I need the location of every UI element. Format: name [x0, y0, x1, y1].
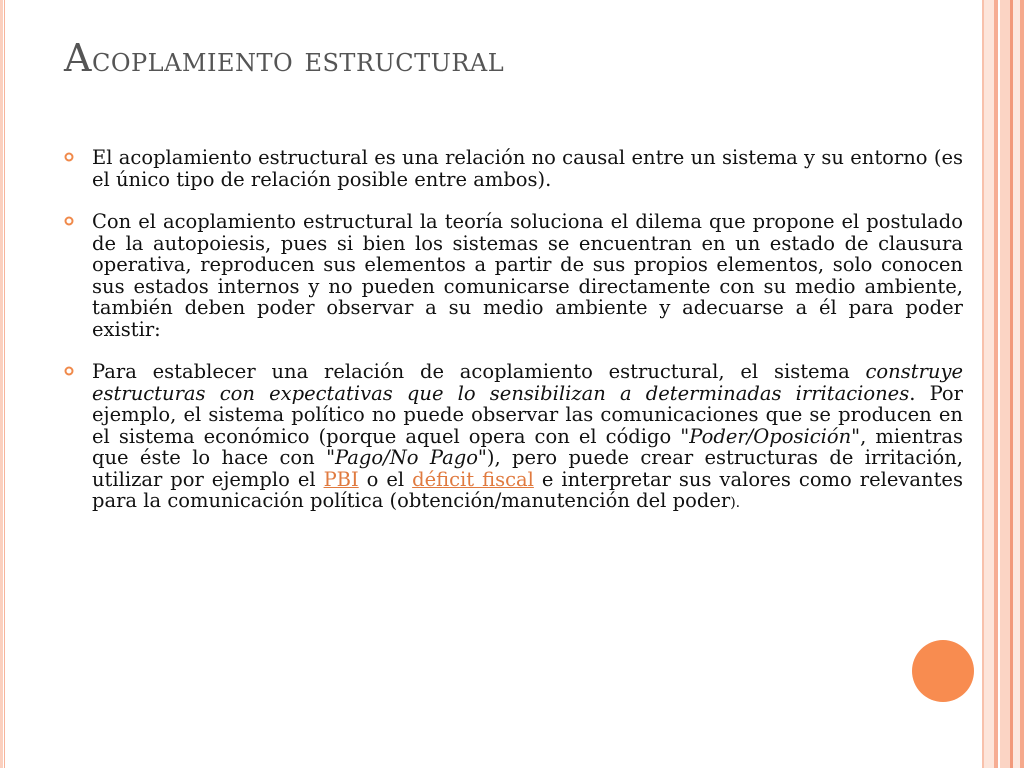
bullet-item: [64, 147, 963, 190]
bullet-text: Para establecer una relación de acoplamiento estructural, el sistema: [92, 360, 866, 383]
decorative-circle: [912, 640, 974, 702]
bullet-text: ), pero puede crear estructuras de irritación, utilizar por ejemplo el: [92, 446, 963, 491]
italic-code-text: "Pago/No Pago": [326, 446, 487, 469]
bullet-text: Con el acoplamiento estructural la teoría soluciona el dilema que propone el postulado de la autopoiesis, pues si bien los sistemas se encuentran en un estado de clausura operativa, reproducen sus elementos a partir de sus propios elementos, solo conocen sus estados internos y no pueden comunicarse directamente con su medio ambiente, también deben poder observar a su medio ambiente y adecuarse a él para poder existir:: [92, 210, 963, 341]
deficit-fiscal-link[interactable]: déficit fiscal: [412, 467, 534, 491]
title-initial: A: [64, 36, 92, 80]
bullet-text: , mientras que éste lo hace con: [92, 424, 963, 469]
bullet-item: [64, 211, 963, 340]
ring-bullet-icon: [64, 366, 74, 376]
bullet-text: o el: [358, 467, 413, 491]
italic-code-text: "Poder/Oposición": [680, 424, 861, 448]
pbi-link[interactable]: PBI: [323, 467, 359, 491]
ring-bullet-icon: [64, 152, 74, 162]
slide-title: [64, 36, 944, 80]
bullet-item: [64, 361, 963, 515]
bullet-list: [64, 147, 963, 536]
bullet-text-end: ).: [730, 495, 741, 511]
bullet-text: El acoplamiento estructural es una relación no causal entre un sistema y su entorno (es el único tipo de relación posible entre ambos).: [92, 146, 963, 191]
ring-bullet-icon: [64, 216, 74, 226]
left-border-decoration: [0, 0, 8, 768]
italic-text: construye estructuras con expectativas que lo sensibilizan a determinadas irritaciones: [92, 360, 963, 405]
title-rest: coplamiento estructural: [91, 40, 505, 80]
bullet-text: e interpretar sus valores como relevantes para la comunicación política (obtención/manutención del poder: [92, 467, 963, 512]
right-stripes-decoration: [980, 0, 1024, 768]
bullet-text: . Por ejemplo, el sistema político no puede observar las comunicaciones que se producen en el sistema económico (porque aquel opera con el código: [92, 381, 963, 448]
